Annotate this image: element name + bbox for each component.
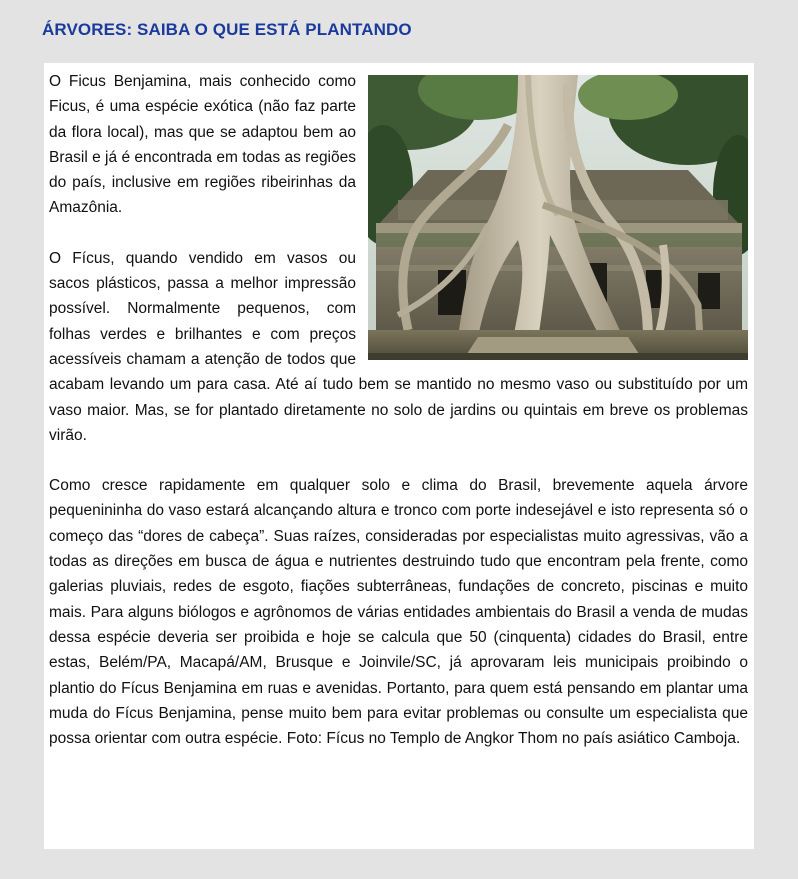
page-title: ÁRVORES: SAIBA O QUE ESTÁ PLANTANDO [42, 20, 412, 39]
paragraph-intro: O Ficus Benjamina, mais conhecido como Ficus, é uma espécie exótica (não faz parte da flora local), mas que se adaptou bem ao Brasil e já é encontrada em todas as regiões do país, inclusive em regiões ribeirinhas da Amazônia. [49, 73, 356, 217]
article-panel [44, 63, 754, 849]
paragraph-sales: O Fícus, quando vendido em vasos ou sacos plásticos, passa a melhor impressão possível. Normalmente pequenos, com folhas verdes e brilhantes e com preços acessíveis chamam a atenção de todos que acabam levando um para casa. Até aí tudo bem se mantido no mesmo vaso ou substituído por um vaso maior. Mas, se for plantado diretamente no solo de jardins ou quintais em breve os problemas virão. [49, 249, 748, 444]
paragraph-roots: Como cresce rapidamente em qualquer solo e clima do Brasil, brevemente aquela árvore pequenininha do vaso estará alcançando altura e tronco com porte indesejável e isto representa só o começo das “dores de cabeça”. Suas raízes, consideradas por especialistas muito agressivas, vão a todas as direções em busca de água e nutrientes destruindo tudo que encontram pela frente, como galerias pluviais, redes de esgoto, fiações subterrâneas, fundações de concreto, piscinas e muito mais. Para alguns biólogos e agrônomos de várias entidades ambientais do Brasil a venda de mudas dessa espécie deveria ser proibida e hoje se calcula que 50 (cinquenta) cidades do Brasil, entre estas, Belém/PA, Macapá/AM, Brusque e Joinvile/SC, já aprovaram leis municipais proibindo o plantio do Fícus Benjamina em ruas e avenidas. Portanto, para quem está pensando em plantar uma muda do Fícus Benjamina, pense muito bem para evitar problemas ou consulte um especialista que possa orientar com outra espécie. Foto: Fícus no Templo de Angkor Thom no país asiático Camboja. [49, 477, 748, 748]
ficus-temple-photo [368, 75, 748, 360]
